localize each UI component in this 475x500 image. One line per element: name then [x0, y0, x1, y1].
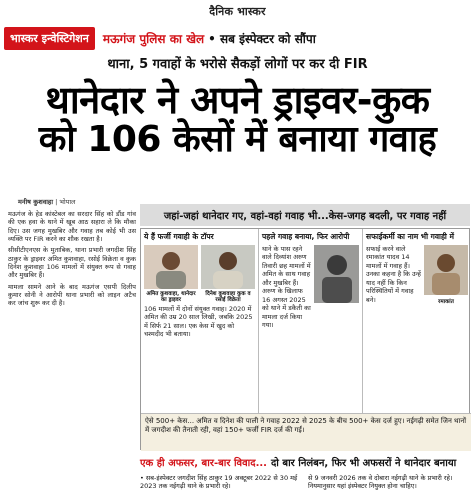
- investigation-box: [140, 228, 470, 450]
- headline-line-2: को 106 केसों में बनाया गवाह: [38, 119, 437, 161]
- pane-body: [262, 245, 359, 329]
- person-photo-icon: [424, 245, 468, 295]
- investigation-badge: भास्कर इन्वेस्टिगेशन: [4, 27, 95, 50]
- section-banner-2: [140, 452, 470, 472]
- pane-title: सफाईकर्मी का नाम भी गवाही में: [366, 232, 454, 241]
- photo-dinesh: [201, 245, 255, 303]
- photo-amit: [144, 245, 198, 303]
- bottom-left-text: • सब-इंस्पेक्टर जगदीश सिंह ठाकुर 19 अक्टूबर 2022 से 30 मई 2023 तक नईगढ़ी थाने के प्रभारी रहे।: [140, 474, 298, 491]
- pane-body: [366, 245, 468, 304]
- bottom-right-text: से 9 जनवरी 2026 तक वे दोबारा नईगढ़ी थाने के प्रभारी रहे। नियमानुसार यहां इंस्पेक्टर नियुक्त होना चाहिए।: [308, 474, 453, 491]
- main-headline: [0, 80, 475, 160]
- kicker-black-text: • सब इंस्पेक्टर को सौंपा: [208, 31, 316, 46]
- photo-caption: अमित कुशवाहा, थानेदार का ड्राइवर: [146, 290, 196, 303]
- pane-title: पहले गवाह बनाया, फिर आरोपी: [262, 232, 350, 241]
- sub-headline: थाना, 5 गवाहों के भरोसे सैकड़ों लोगों पर कर दी FIR: [107, 57, 368, 72]
- left-paragraph: सीसीटीएनएस के मुताबिक, थाना प्रभारी जगदीश सिंह ठाकुर के ड्राइवर अमित कुशवाहा, रसोई विक्रेता व कुक दिनेश कुशवाहा 106 मामलों में संयुक्त रूप से गवाह और मुखबिर हैं।: [8, 246, 136, 280]
- newspaper-logo: दैनिक भास्कर: [209, 5, 266, 18]
- person-photo-icon: [144, 245, 198, 289]
- pane-sweeper-witness: [363, 229, 471, 413]
- photo-caption: दिनेश कुशवाहा कुक व रसोई विक्रेता: [205, 290, 251, 303]
- pane-title: ये हैं फर्जी गवाही के टॉपर: [144, 232, 214, 241]
- headline-line-1: थानेदार ने अपने ड्राइवर-कुक: [45, 78, 430, 122]
- left-paragraph: मामला सामने आने के बाद मऊगंज एसपी दिलीप कुमार सोनी ने आरोपी थाना प्रभारी को लाइन अटैच कर जांच शुरू कर दी है।: [8, 282, 136, 308]
- banner2-black: दो बार निलंबन, फिर भी अफसरों ने थानेदार बनाया: [270, 458, 457, 469]
- photo-caption: रमाकांत: [438, 298, 454, 305]
- pane-witness-toppers: [141, 229, 259, 413]
- byline: [18, 197, 75, 206]
- photo-ramakant: [424, 245, 468, 305]
- author-place: | भोपाल: [55, 198, 76, 206]
- pane-text: सफाई करने वाले रमाकांत यादव 14 मामलों में गवाह हैं। उनका कहना है कि उन्हें याद नहीं कि किन परिस्थितियों में गवाह बने।: [366, 245, 421, 304]
- pane-text: थाने के पास रहने वाले दिव्यांश अरुण तिवारी छह मामलों में अमित के साथ गवाह और मुखबिर हैं। अरुण के खिलाफ 16 अगस्त 2025 को थाने में डकैती का मामला दर्ज किया गया।: [262, 245, 311, 329]
- left-paragraph: मऊगंज के हेड कांस्टेबल का सरदार सिंह को डौंड गांव की एक हवा के थाने में खूब आठ सहारा ले कि मौका दिए। उस जगह मुखबिर और गवाह तब कोई भी उस व्यक्ति पर FIR करने का शौक रखता है।: [8, 210, 136, 243]
- summary-note: ऐसे 500+ केस... अमित व दिनेश की पाली ने गवाह 2022 से 2025 के बीच 500+ केस दर्ज हुए। नईगढ़ी समेत जिन थानों में जगदीश की तैनाती रही, वहां 150+ फर्जी FIR दर्ज की गईं।: [141, 413, 471, 451]
- person-photo-icon: [201, 245, 255, 289]
- left-column: [8, 210, 136, 310]
- pane-text: 106 मामलों में दोनों संयुक्त गवाह। 2020 में अमित की उम्र 20 साल लिखी, जबकि 2025 में सिर्फ 21 साल। एक केस में खुद को चश्मदीद भी बताया।: [144, 305, 253, 339]
- kicker-red-text: मऊगंज पुलिस का खेल: [102, 31, 205, 46]
- photo-row: [144, 245, 255, 303]
- person-photo-icon: [314, 245, 359, 303]
- pane-witness-then-accused: [259, 229, 363, 413]
- bottom-columns: [140, 474, 470, 491]
- section-banner: जहां-जहां थानेदार गए, वहां-वहां गवाह भी...केस-जगह बदली, पर गवाह नहीं: [140, 204, 470, 226]
- masthead: [0, 0, 475, 24]
- banner2-red: एक ही अफसर, बार-बार विवाद...: [140, 458, 267, 469]
- kicker-bar: [4, 26, 471, 50]
- author-name: मनीष कुशवाहा: [18, 198, 54, 206]
